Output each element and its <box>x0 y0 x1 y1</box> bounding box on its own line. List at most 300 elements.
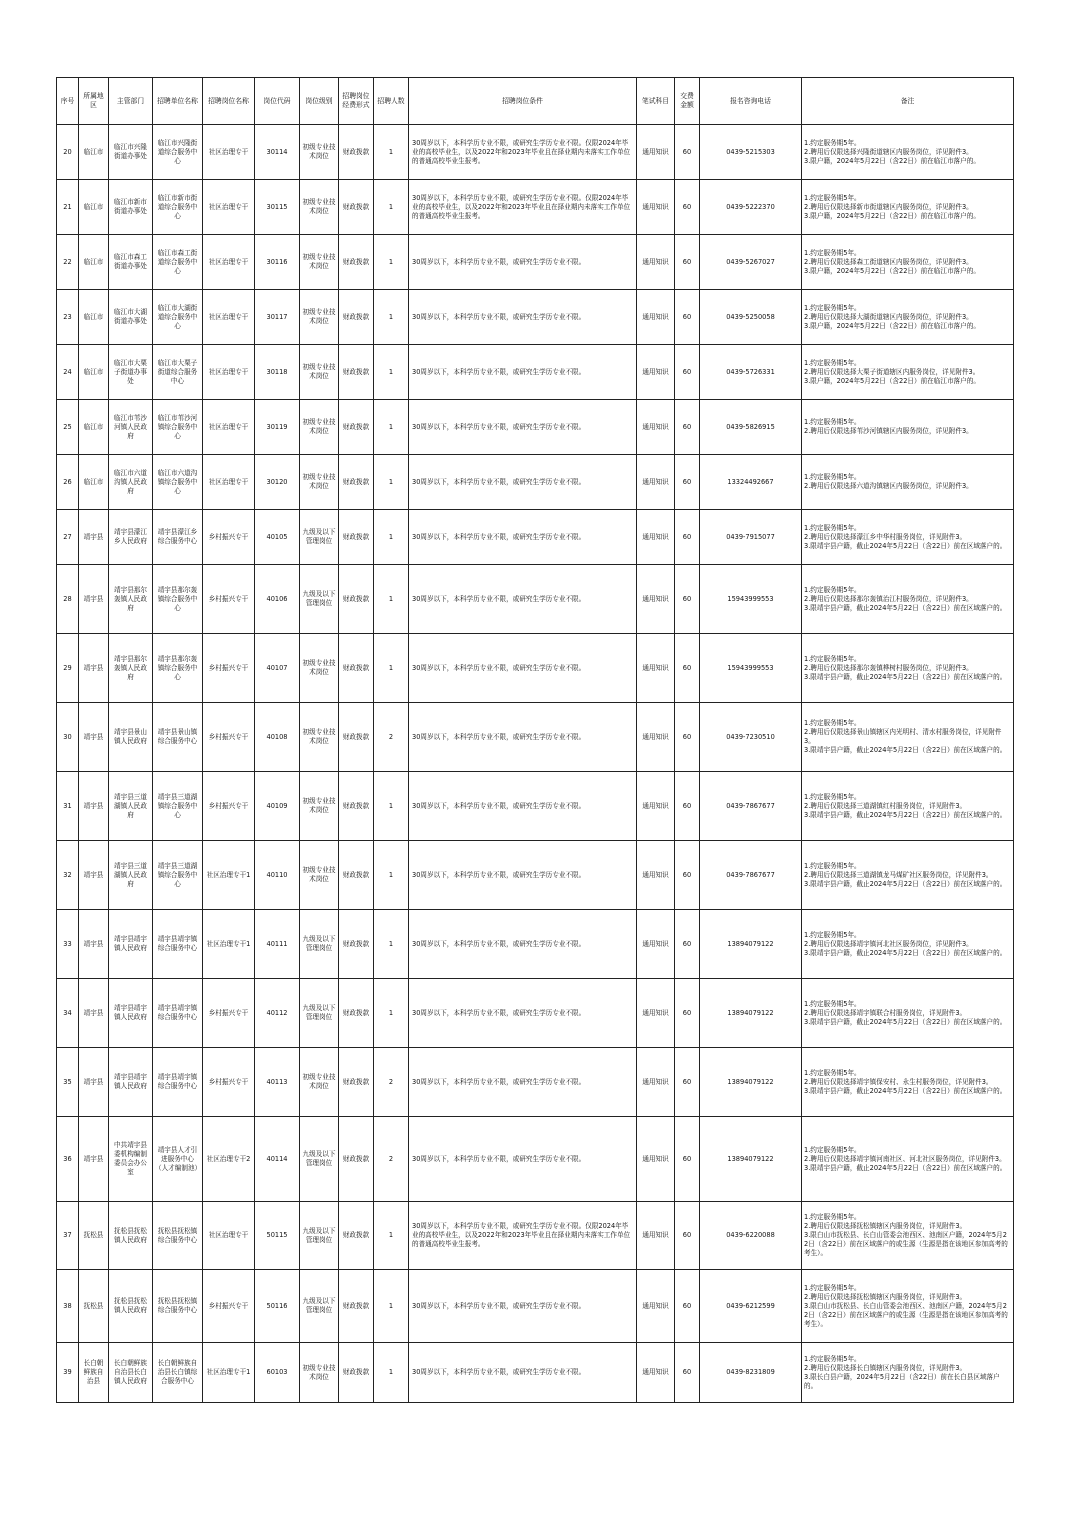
note-line: 1.约定服务期5年。 <box>804 792 861 801</box>
notes-cell <box>802 125 1014 180</box>
column-header: 主管部门 <box>109 78 153 125</box>
funding-cell: 财政拨款 <box>339 1270 374 1343</box>
position-code-cell: 30115 <box>255 180 300 235</box>
exam-subject-cell: 通用知识 <box>637 1117 675 1202</box>
unit-cell: 临江市六道沟镇综合服务中心 <box>153 455 203 510</box>
notes-cell <box>802 510 1014 565</box>
funding-cell: 财政拨款 <box>339 1048 374 1117</box>
requirements-cell: 30周岁以下，本科学历专业不限，或研究生学历专业不限。仅限2024年毕业的高校毕业生，以及2022年和2023年毕业且在择业期内未落实工作单位的普通高校毕业生报考。 <box>409 1202 637 1270</box>
fee-cell: 60 <box>675 180 700 235</box>
region-cell: 临江市 <box>79 455 109 510</box>
level-cell: 初级专业技术岗位 <box>300 180 339 235</box>
position-cell: 社区治理专干 <box>203 180 255 235</box>
fee-cell: 60 <box>675 290 700 345</box>
row-number: 25 <box>57 400 79 455</box>
position-code-cell: 50115 <box>255 1202 300 1270</box>
funding-cell: 财政拨款 <box>339 1202 374 1270</box>
position-cell: 乡村振兴专干 <box>203 565 255 634</box>
level-cell: 九级及以下管理岗位 <box>300 979 339 1048</box>
department-cell: 靖宇县濛江乡人民政府 <box>109 510 153 565</box>
note-line: 3.限靖宇县户籍，截止2024年5月22日（含22日）前在区域落户的。 <box>804 810 1007 819</box>
row-number: 28 <box>57 565 79 634</box>
phone-cell: 13894079122 <box>700 910 802 979</box>
region-cell: 抚松县 <box>79 1270 109 1343</box>
notes-cell <box>802 1343 1014 1403</box>
exam-subject-cell: 通用知识 <box>637 1202 675 1270</box>
exam-subject-cell: 通用知识 <box>637 400 675 455</box>
level-cell: 初级专业技术岗位 <box>300 703 339 772</box>
department-cell: 临江市大栗子街道办事处 <box>109 345 153 400</box>
unit-cell: 临江市大湖街道综合服务中心 <box>153 290 203 345</box>
phone-cell: 0439-8231809 <box>700 1343 802 1403</box>
requirements-cell: 30周岁以下，本科学历专业不限，或研究生学历专业不限。 <box>409 841 637 910</box>
level-cell: 初级专业技术岗位 <box>300 634 339 703</box>
department-cell: 临江市兴隆街道办事处 <box>109 125 153 180</box>
exam-subject-cell: 通用知识 <box>637 1048 675 1117</box>
note-line: 1.约定服务期5年。 <box>804 473 861 481</box>
table-row <box>57 510 1014 565</box>
region-cell: 靖宇县 <box>79 910 109 979</box>
note-line: 3.限白山市抚松县、长白山管委会池西区、池南区户籍，2024年5月22日（含22日）前在区域落户的或生源（生源是指在该地区参加高考的考生）。 <box>804 1301 1008 1328</box>
note-line: 3.限户籍，2024年5月22日（含22日）前在临江市落户的。 <box>804 376 980 385</box>
row-number: 29 <box>57 634 79 703</box>
position-code-cell: 40110 <box>255 841 300 910</box>
row-number: 33 <box>57 910 79 979</box>
position-cell: 社区治理专干 <box>203 345 255 400</box>
column-header: 岗位级别 <box>300 78 339 125</box>
phone-cell: 0439-5267027 <box>700 235 802 290</box>
region-cell: 靖宇县 <box>79 841 109 910</box>
notes-cell <box>802 1048 1014 1117</box>
phone-cell: 0439-6220088 <box>700 1202 802 1270</box>
notes-cell <box>802 345 1014 400</box>
position-code-cell: 40108 <box>255 703 300 772</box>
note-line: 2.聘用后仅限选择抚松镇辖区内服务岗位，详见附件3。 <box>804 1292 967 1301</box>
requirements-cell: 30周岁以下，本科学历专业不限，或研究生学历专业不限。 <box>409 235 637 290</box>
level-cell: 初级专业技术岗位 <box>300 400 339 455</box>
phone-cell: 0439-7867677 <box>700 772 802 841</box>
count-cell: 1 <box>374 772 409 841</box>
position-cell: 社区治理专干2 <box>203 1117 255 1202</box>
row-number: 39 <box>57 1343 79 1403</box>
note-line: 3.限靖宇县户籍，截止2024年5月22日（含22日）前在区域落户的。 <box>804 1017 1007 1026</box>
level-cell: 九级及以下管理岗位 <box>300 1270 339 1343</box>
level-cell: 初级专业技术岗位 <box>300 290 339 345</box>
table-row <box>57 455 1014 510</box>
row-number: 31 <box>57 772 79 841</box>
exam-subject-cell: 通用知识 <box>637 772 675 841</box>
fee-cell: 60 <box>675 772 700 841</box>
row-number: 34 <box>57 979 79 1048</box>
department-cell: 靖宇县那尔轰镇人民政府 <box>109 634 153 703</box>
funding-cell: 财政拨款 <box>339 400 374 455</box>
count-cell: 1 <box>374 125 409 180</box>
requirements-cell: 30周岁以下，本科学历专业不限，或研究生学历专业不限。 <box>409 703 637 772</box>
position-code-cell: 30120 <box>255 455 300 510</box>
level-cell: 初级专业技术岗位 <box>300 841 339 910</box>
position-cell: 社区治理专干1 <box>203 910 255 979</box>
note-line: 2.聘用后仅限选择新市街道辖区内服务岗位，详见附件3。 <box>804 202 973 211</box>
notes-cell <box>802 703 1014 772</box>
level-cell: 九级及以下管理岗位 <box>300 1117 339 1202</box>
position-code-cell: 40109 <box>255 772 300 841</box>
funding-cell: 财政拨款 <box>339 235 374 290</box>
level-cell: 初级专业技术岗位 <box>300 772 339 841</box>
fee-cell: 60 <box>675 510 700 565</box>
row-number: 26 <box>57 455 79 510</box>
department-cell: 临江市苇沙河镇人民政府 <box>109 400 153 455</box>
requirements-cell: 30周岁以下，本科学历专业不限，或研究生学历专业不限。 <box>409 290 637 345</box>
recruitment-table <box>56 77 1014 1403</box>
note-line: 1.约定服务期5年。 <box>804 523 861 532</box>
region-cell: 临江市 <box>79 400 109 455</box>
table-row <box>57 979 1014 1048</box>
level-cell: 九级及以下管理岗位 <box>300 565 339 634</box>
notes-cell <box>802 910 1014 979</box>
position-code-cell: 40105 <box>255 510 300 565</box>
notes-cell <box>802 1202 1014 1270</box>
fee-cell: 60 <box>675 345 700 400</box>
table-row <box>57 125 1014 180</box>
department-cell: 临江市六道沟镇人民政府 <box>109 455 153 510</box>
note-line: 1.约定服务期5年。 <box>804 930 861 939</box>
phone-cell: 13894079122 <box>700 979 802 1048</box>
table-row <box>57 841 1014 910</box>
region-cell: 临江市 <box>79 235 109 290</box>
column-header: 招聘人数 <box>374 78 409 125</box>
notes-cell <box>802 1117 1014 1202</box>
phone-cell: 0439-7867677 <box>700 841 802 910</box>
notes-cell <box>802 290 1014 345</box>
region-cell: 临江市 <box>79 180 109 235</box>
requirements-cell: 30周岁以下，本科学历专业不限，或研究生学历专业不限。 <box>409 772 637 841</box>
note-line: 2.聘用后仅限选择濛江乡中华村服务岗位，详见附件3。 <box>804 532 967 541</box>
position-code-cell: 40111 <box>255 910 300 979</box>
position-cell: 社区治理专干 <box>203 290 255 345</box>
region-cell: 靖宇县 <box>79 772 109 841</box>
count-cell: 2 <box>374 703 409 772</box>
note-line: 2.聘用后仅限选择森工街道辖区内服务岗位，详见附件3。 <box>804 257 973 266</box>
unit-cell: 靖宇县三道湖镇综合服务中心 <box>153 841 203 910</box>
exam-subject-cell: 通用知识 <box>637 1343 675 1403</box>
department-cell: 临江市新市街道办事处 <box>109 180 153 235</box>
position-code-cell: 50116 <box>255 1270 300 1343</box>
notes-cell <box>802 235 1014 290</box>
unit-cell: 靖宇县人才引进服务中心（人才编制池） <box>153 1117 203 1202</box>
note-line: 2.聘用后仅限选择靖宇镇河南社区、河北社区服务岗位，详见附件3。 <box>804 1154 1006 1163</box>
exam-subject-cell: 通用知识 <box>637 125 675 180</box>
position-code-cell: 30117 <box>255 290 300 345</box>
notes-cell <box>802 565 1014 634</box>
fee-cell: 60 <box>675 1202 700 1270</box>
row-number: 32 <box>57 841 79 910</box>
region-cell: 靖宇县 <box>79 1048 109 1117</box>
department-cell: 靖宇县靖宇镇人民政府 <box>109 910 153 979</box>
level-cell: 初级专业技术岗位 <box>300 235 339 290</box>
note-line: 1.约定服务期5年。 <box>804 1354 861 1363</box>
fee-cell: 60 <box>675 634 700 703</box>
phone-cell: 0439-5215303 <box>700 125 802 180</box>
row-number: 21 <box>57 180 79 235</box>
requirements-cell: 30周岁以下，本科学历专业不限，或研究生学历专业不限。仅限2024年毕业的高校毕业生，以及2022年和2023年毕业且在择业期内未落实工作单位的普通高校毕业生报考。 <box>409 125 637 180</box>
exam-subject-cell: 通用知识 <box>637 703 675 772</box>
position-cell: 乡村振兴专干 <box>203 634 255 703</box>
note-line: 2.聘用后仅限选择兴隆街道辖区内服务岗位，详见附件3。 <box>804 147 973 156</box>
unit-cell: 临江市兴隆街道综合服务中心 <box>153 125 203 180</box>
fee-cell: 60 <box>675 703 700 772</box>
region-cell: 临江市 <box>79 290 109 345</box>
column-header: 笔试科目 <box>637 78 675 125</box>
count-cell: 1 <box>374 180 409 235</box>
note-line: 2.聘用后仅限选择三道湖镇红村服务岗位，详见附件3。 <box>804 801 967 810</box>
region-cell: 靖宇县 <box>79 979 109 1048</box>
funding-cell: 财政拨款 <box>339 565 374 634</box>
exam-subject-cell: 通用知识 <box>637 290 675 345</box>
exam-subject-cell: 通用知识 <box>637 180 675 235</box>
position-code-cell: 40114 <box>255 1117 300 1202</box>
note-line: 1.约定服务期5年。 <box>804 585 861 594</box>
note-line: 1.约定服务期5年。 <box>804 719 861 727</box>
fee-cell: 60 <box>675 1343 700 1403</box>
count-cell: 1 <box>374 400 409 455</box>
note-line: 2.聘用后仅限选择长白镇辖区内服务岗位，详见附件3。 <box>804 1363 967 1372</box>
count-cell: 1 <box>374 1270 409 1343</box>
column-header: 交费金额 <box>675 78 700 125</box>
fee-cell: 60 <box>675 565 700 634</box>
notes-cell <box>802 634 1014 703</box>
requirements-cell: 30周岁以下，本科学历专业不限，或研究生学历专业不限。 <box>409 634 637 703</box>
note-line: 3.限户籍，2024年5月22日（含22日）前在临江市落户的。 <box>804 266 980 275</box>
column-header: 招聘岗位条件 <box>409 78 637 125</box>
table-header-row <box>57 78 1014 125</box>
note-line: 3.限户籍，2024年5月22日（含22日）前在临江市落户的。 <box>804 156 980 165</box>
table-row <box>57 1048 1014 1117</box>
notes-cell <box>802 841 1014 910</box>
table-row <box>57 400 1014 455</box>
row-number: 38 <box>57 1270 79 1343</box>
column-header: 所属地区 <box>79 78 109 125</box>
note-line: 3.限靖宇县户籍，截止2024年5月22日（含22日）前在区域落户的。 <box>804 879 1007 888</box>
column-header: 招聘岗位经费形式 <box>339 78 374 125</box>
row-number: 23 <box>57 290 79 345</box>
fee-cell: 60 <box>675 910 700 979</box>
position-cell: 社区治理专干1 <box>203 1343 255 1403</box>
position-code-cell: 30119 <box>255 400 300 455</box>
phone-cell: 0439-6212599 <box>700 1270 802 1343</box>
position-code-cell: 30114 <box>255 125 300 180</box>
note-line: 1.约定服务期5年。 <box>804 1213 861 1221</box>
note-line: 2.聘用后仅限选择景山镇辖区内光明村、清水村服务岗位，详见附件3。 <box>804 728 1002 745</box>
unit-cell: 靖宇县那尔轰镇综合服务中心 <box>153 634 203 703</box>
unit-cell: 临江市新市街道综合服务中心 <box>153 180 203 235</box>
funding-cell: 财政拨款 <box>339 772 374 841</box>
position-cell: 社区治理专干 <box>203 1202 255 1270</box>
level-cell: 九级及以下管理岗位 <box>300 1202 339 1270</box>
count-cell: 1 <box>374 565 409 634</box>
note-line: 1.约定服务期5年。 <box>804 1145 861 1154</box>
note-line: 3.限靖宇县户籍，截止2024年5月22日（含22日）前在区域落户的。 <box>804 948 1007 957</box>
table-row <box>57 565 1014 634</box>
level-cell: 初级专业技术岗位 <box>300 345 339 400</box>
funding-cell: 财政拨款 <box>339 180 374 235</box>
unit-cell: 抚松县抚松镇综合服务中心 <box>153 1270 203 1343</box>
funding-cell: 财政拨款 <box>339 455 374 510</box>
row-number: 35 <box>57 1048 79 1117</box>
exam-subject-cell: 通用知识 <box>637 510 675 565</box>
unit-cell: 临江市苇沙河镇综合服务中心 <box>153 400 203 455</box>
row-number: 24 <box>57 345 79 400</box>
column-header: 岗位代码 <box>255 78 300 125</box>
department-cell: 长白朝鲜族自治县长白镇人民政府 <box>109 1343 153 1403</box>
table-row <box>57 235 1014 290</box>
region-cell: 临江市 <box>79 345 109 400</box>
department-cell: 靖宇县靖宇镇人民政府 <box>109 1048 153 1117</box>
note-line: 1.约定服务期5年。 <box>804 358 861 367</box>
funding-cell: 财政拨款 <box>339 634 374 703</box>
position-cell: 社区治理专干 <box>203 400 255 455</box>
requirements-cell: 30周岁以下，本科学历专业不限，或研究生学历专业不限。 <box>409 910 637 979</box>
fee-cell: 60 <box>675 1048 700 1117</box>
note-line: 1.约定服务期5年。 <box>804 999 861 1008</box>
requirements-cell: 30周岁以下，本科学历专业不限，或研究生学历专业不限。 <box>409 1048 637 1117</box>
note-line: 2.聘用后仅限选择大栗子街道辖区内服务岗位，详见附件3。 <box>804 367 980 376</box>
row-number: 37 <box>57 1202 79 1270</box>
requirements-cell: 30周岁以下，本科学历专业不限，或研究生学历专业不限。 <box>409 979 637 1048</box>
requirements-cell: 30周岁以下，本科学历专业不限，或研究生学历专业不限。 <box>409 1343 637 1403</box>
requirements-cell: 30周岁以下，本科学历专业不限，或研究生学历专业不限。 <box>409 455 637 510</box>
region-cell: 长白朝鲜族自治县 <box>79 1343 109 1403</box>
unit-cell: 抚松县抚松镇综合服务中心 <box>153 1202 203 1270</box>
table-row <box>57 1202 1014 1270</box>
note-line: 2.聘用后仅限选择靖宇镇联合村服务岗位，详见附件3。 <box>804 1008 967 1017</box>
note-line: 2.聘用后仅限选择苇沙河镇辖区内服务岗位，详见附件3。 <box>804 427 973 435</box>
department-cell: 靖宇县靖宇镇人民政府 <box>109 979 153 1048</box>
note-line: 1.约定服务期5年。 <box>804 861 861 870</box>
exam-subject-cell: 通用知识 <box>637 841 675 910</box>
table-row <box>57 345 1014 400</box>
position-cell: 社区治理专干1 <box>203 841 255 910</box>
note-line: 3.限靖宇县户籍，截止2024年5月22日（含22日）前在区域落户的。 <box>804 672 1007 681</box>
level-cell: 九级及以下管理岗位 <box>300 510 339 565</box>
funding-cell: 财政拨款 <box>339 290 374 345</box>
column-header: 招聘岗位名称 <box>203 78 255 125</box>
count-cell: 1 <box>374 235 409 290</box>
department-cell: 抚松县抚松镇人民政府 <box>109 1202 153 1270</box>
funding-cell: 财政拨款 <box>339 703 374 772</box>
level-cell: 初级专业技术岗位 <box>300 455 339 510</box>
exam-subject-cell: 通用知识 <box>637 235 675 290</box>
note-line: 1.约定服务期5年。 <box>804 303 861 312</box>
funding-cell: 财政拨款 <box>339 1343 374 1403</box>
note-line: 2.聘用后仅限选择抚松镇辖区内服务岗位，详见附件3。 <box>804 1222 967 1230</box>
column-header: 备注 <box>802 78 1014 125</box>
requirements-cell: 30周岁以下，本科学历专业不限，或研究生学历专业不限。仅限2024年毕业的高校毕业生，以及2022年和2023年毕业且在择业期内未落实工作单位的普通高校毕业生报考。 <box>409 180 637 235</box>
funding-cell: 财政拨款 <box>339 910 374 979</box>
position-cell: 乡村振兴专干 <box>203 703 255 772</box>
phone-cell: 0439-7230510 <box>700 703 802 772</box>
count-cell: 1 <box>374 841 409 910</box>
notes-cell <box>802 772 1014 841</box>
requirements-cell: 30周岁以下，本科学历专业不限，或研究生学历专业不限。 <box>409 1270 637 1343</box>
notes-cell <box>802 180 1014 235</box>
position-code-cell: 40106 <box>255 565 300 634</box>
department-cell: 临江市大湖街道办事处 <box>109 290 153 345</box>
notes-cell <box>802 400 1014 455</box>
table-row <box>57 1343 1014 1403</box>
note-line: 1.约定服务期5年。 <box>804 418 861 426</box>
note-line: 1.约定服务期5年。 <box>804 1068 861 1077</box>
phone-cell: 15943999553 <box>700 565 802 634</box>
region-cell: 靖宇县 <box>79 634 109 703</box>
phone-cell: 0439-7915077 <box>700 510 802 565</box>
funding-cell: 财政拨款 <box>339 841 374 910</box>
notes-cell <box>802 455 1014 510</box>
fee-cell: 60 <box>675 841 700 910</box>
fee-cell: 60 <box>675 1270 700 1343</box>
position-cell: 乡村振兴专干 <box>203 510 255 565</box>
count-cell: 1 <box>374 1343 409 1403</box>
table-row <box>57 1117 1014 1202</box>
funding-cell: 财政拨款 <box>339 979 374 1048</box>
region-cell: 临江市 <box>79 125 109 180</box>
department-cell: 靖宇县那尔轰镇人民政府 <box>109 565 153 634</box>
column-header: 序号 <box>57 78 79 125</box>
exam-subject-cell: 通用知识 <box>637 910 675 979</box>
position-cell: 社区治理专干 <box>203 125 255 180</box>
count-cell: 1 <box>374 345 409 400</box>
position-code-cell: 30118 <box>255 345 300 400</box>
position-cell: 乡村振兴专干 <box>203 1048 255 1117</box>
note-line: 2.聘用后仅限选择大湖街道辖区内服务岗位，详见附件3。 <box>804 312 973 321</box>
notes-cell <box>802 979 1014 1048</box>
region-cell: 靖宇县 <box>79 565 109 634</box>
table-row <box>57 290 1014 345</box>
department-cell: 靖宇县三道湖镇人民政府 <box>109 841 153 910</box>
fee-cell: 60 <box>675 235 700 290</box>
note-line: 3.限靖宇县户籍，截止2024年5月22日（含22日）前在区域落户的。 <box>804 1086 1007 1095</box>
note-line: 1.约定服务期5年。 <box>804 138 861 147</box>
count-cell: 2 <box>374 1117 409 1202</box>
table-row <box>57 1270 1014 1343</box>
department-cell: 抚松县抚松镇人民政府 <box>109 1270 153 1343</box>
requirements-cell: 30周岁以下，本科学历专业不限，或研究生学历专业不限。 <box>409 1117 637 1202</box>
department-cell: 靖宇县景山镇人民政府 <box>109 703 153 772</box>
phone-cell: 0439-5250058 <box>700 290 802 345</box>
note-line: 1.约定服务期5年。 <box>804 193 861 202</box>
note-line: 2.聘用后仅限选择三道湖镇龙马煤矿社区服务岗位，详见附件3。 <box>804 870 993 879</box>
unit-cell: 靖宇县靖宇镇综合服务中心 <box>153 910 203 979</box>
level-cell: 初级专业技术岗位 <box>300 1048 339 1117</box>
note-line: 2.聘用后仅限选择六道沟镇辖区内服务岗位，详见附件3。 <box>804 482 973 490</box>
note-line: 3.限白山市抚松县、长白山管委会池西区、池南区户籍，2024年5月22日（含22日）前在区域落户的或生源（生源是指在该地区参加高考的考生）。 <box>804 1231 1008 1257</box>
fee-cell: 60 <box>675 979 700 1048</box>
phone-cell: 13894079122 <box>700 1117 802 1202</box>
requirements-cell: 30周岁以下，本科学历专业不限，或研究生学历专业不限。 <box>409 400 637 455</box>
requirements-cell: 30周岁以下，本科学历专业不限，或研究生学历专业不限。 <box>409 565 637 634</box>
note-line: 1.约定服务期5年。 <box>804 1283 861 1292</box>
level-cell: 九级及以下管理岗位 <box>300 910 339 979</box>
phone-cell: 15943999553 <box>700 634 802 703</box>
notes-cell <box>802 1270 1014 1343</box>
position-code-cell: 40113 <box>255 1048 300 1117</box>
note-line: 2.聘用后仅限选择靖宇镇保安村、永生村服务岗位，详见附件3。 <box>804 1077 993 1086</box>
count-cell: 1 <box>374 979 409 1048</box>
fee-cell: 60 <box>675 125 700 180</box>
fee-cell: 60 <box>675 400 700 455</box>
row-number: 27 <box>57 510 79 565</box>
department-cell: 临江市森工街道办事处 <box>109 235 153 290</box>
position-cell: 社区治理专干 <box>203 235 255 290</box>
